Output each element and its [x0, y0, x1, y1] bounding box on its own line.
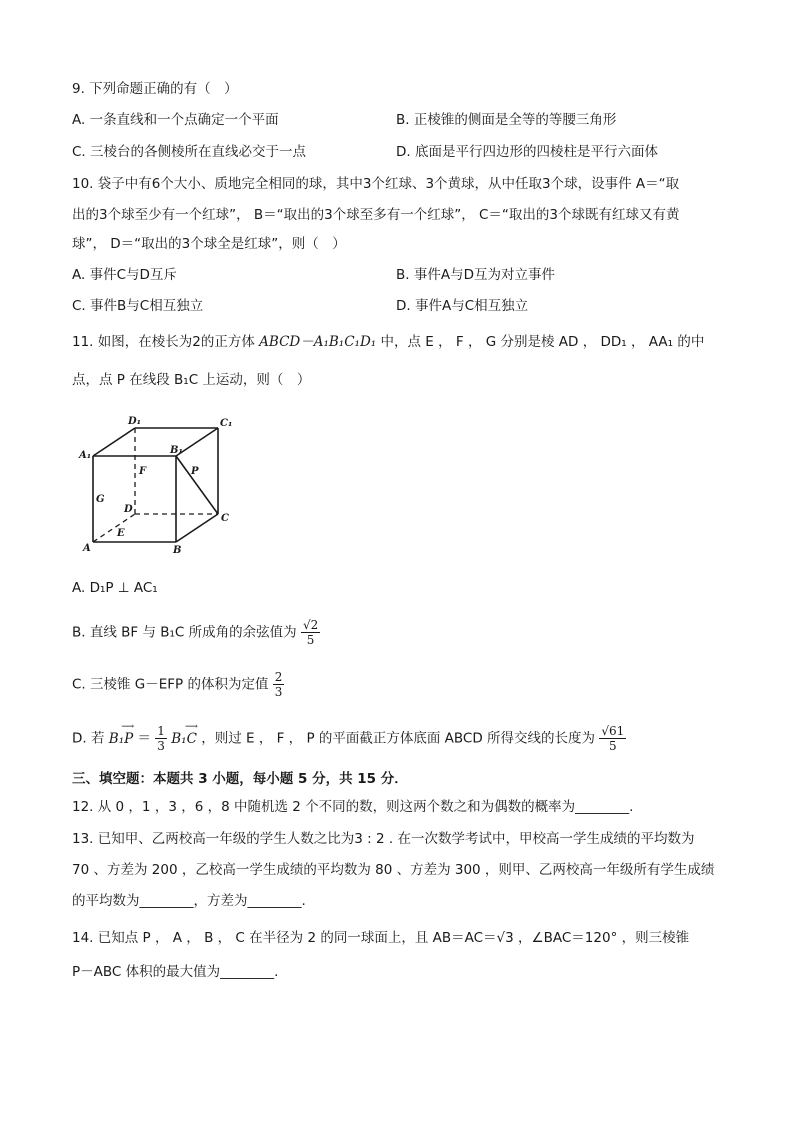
fraction-denominator: 3: [157, 739, 165, 753]
vector-b1p: [108, 721, 134, 748]
fraction-denominator: 5: [306, 633, 315, 647]
vector-b1c-label: B₁C: [171, 730, 197, 747]
q9-option-c: C. 三棱台的各侧棱所在直线必交于一点: [72, 144, 307, 160]
q11-cube-name: ABCD－A₁B₁C₁D₁: [259, 334, 377, 350]
q11-option-d-answer: [599, 724, 626, 753]
q12-text: 12. 从 0 ，1 ，3 ，6 ，8 中随机选 2 个不同的数，则这两个数之和为偶数的概率为________.: [72, 799, 634, 815]
label-p: P: [191, 466, 199, 477]
q11-line1: [72, 333, 704, 351]
q10-line1: [72, 175, 679, 193]
q13-line2: 70 、方差为 200 ，乙校高一学生成绩的平均数为 80 、方差为 300 ，则甲、乙两校高一年级所有学生成绩: [72, 862, 715, 878]
q9-stem: 9. 下列命题正确的有（ ）: [72, 81, 238, 97]
q11-option-d-mid: ，则过 E ， F ， P 的平面截正方体底面 ABCD 所得交线的长度为: [201, 730, 596, 747]
q10-line3: 球”， D＝“取出的3个球全是红球”，则（ ）: [72, 236, 346, 252]
label-a1: A₁: [79, 450, 92, 461]
section-heading: 三、填空题：本题共 3 小题，每小题 5 分，共 15 分．: [72, 771, 408, 787]
label-c: C: [221, 513, 229, 524]
cube-figure: [76, 412, 246, 558]
fraction-numerator: 2: [274, 670, 283, 684]
q14-line1: 14. 已知点 P ， A ， B ， C 在半径为 2 的同一球面上，且 AB＝AC＝√3 ，∠BAC＝120° ，则三棱锥: [72, 930, 690, 946]
q13-line3: 的平均数为________，方差为________.: [72, 893, 306, 909]
q10-option-d: D. 事件A与C相互独立: [396, 298, 529, 314]
fraction-denominator: 5: [609, 739, 617, 753]
segment-b1-c: [176, 456, 218, 514]
fraction-denominator: 3: [274, 685, 283, 699]
q9-option-d: D. 底面是平行四边形的四棱柱是平行六面体: [396, 144, 658, 160]
fraction-numerator: √2: [302, 618, 319, 632]
vector-arrow-icon: ⟶: [121, 721, 134, 732]
q11-option-b-fraction: [301, 618, 320, 647]
q9-option-a: A. 一条直线和一个点确定一个平面: [72, 112, 279, 128]
q11-option-d: [72, 721, 626, 753]
q10-option-a: A. 事件C与D互斥: [72, 267, 177, 283]
q13-line1: 13. 已知甲、乙两校高一年级的学生人数之比为3 : 2 . 在一次数学考试中，甲校高一学生成绩的平均数为: [72, 831, 695, 847]
equals-sign: ＝: [137, 730, 151, 747]
label-f: F: [139, 466, 147, 477]
label-a: A: [83, 543, 91, 554]
q10-line1-tail: A＝“取: [635, 176, 680, 192]
q11-option-d-coefficient: [155, 724, 167, 753]
q10-line2: 出的3个球至少有一个红球”， B＝“取出的3个球至多有一个红球”， C＝“取出的3个球既有红球又有黄: [72, 207, 680, 223]
q11-option-c-fraction: [273, 670, 285, 699]
q11-line1-text: 11. 如图，在棱长为2的正方体: [72, 334, 255, 350]
vector-arrow-icon: ⟶: [185, 721, 197, 732]
label-e: E: [117, 528, 125, 539]
label-b1: B₁: [170, 445, 183, 456]
fraction-numerator: 1: [157, 724, 165, 738]
q11-option-b: [72, 618, 320, 647]
q11-line1-tail: 中，点 E ， F ， G 分别是棱 AD ， DD₁ ， AA₁ 的中: [380, 334, 705, 350]
edge-a-d: [93, 514, 135, 542]
q11-option-b-text: B. 直线 BF 与 B₁C 所成角的余弦值为: [72, 624, 297, 641]
edge-a1-d1: [93, 428, 135, 456]
vector-b1c: [171, 721, 197, 748]
label-g: G: [96, 494, 105, 505]
q14-line2: P－ABC 体积的最大值为________.: [72, 964, 279, 980]
q10-option-c: C. 事件B与C相互独立: [72, 298, 204, 314]
q11-line2: 点，点 P 在线段 B₁C 上运动，则（ ）: [72, 372, 311, 388]
q11-option-d-pre: D. 若: [72, 730, 105, 747]
fraction-numerator: √61: [601, 724, 625, 738]
label-b: B: [173, 545, 182, 556]
label-c1: C₁: [220, 418, 233, 429]
edge-b-c: [176, 514, 218, 542]
label-d1: D₁: [128, 416, 142, 427]
q10-line1-text: 10. 袋子中有6个大小、质地完全相同的球，其中3个红球、3个黄球，从中任取3个球，设事件: [72, 176, 632, 192]
q11-option-a: A. D₁P ⊥ AC₁: [72, 580, 158, 596]
label-d: D: [124, 504, 133, 515]
q11-option-c-text: C. 三棱锥 G－EFP 的体积为定值: [72, 676, 269, 693]
vector-b1p-label: B₁P: [108, 730, 134, 747]
q10-option-b: B. 事件A与D互为对立事件: [396, 267, 555, 283]
q9-option-b: B. 正棱锥的侧面是全等的等腰三角形: [396, 112, 617, 128]
q11-option-c: [72, 670, 284, 699]
